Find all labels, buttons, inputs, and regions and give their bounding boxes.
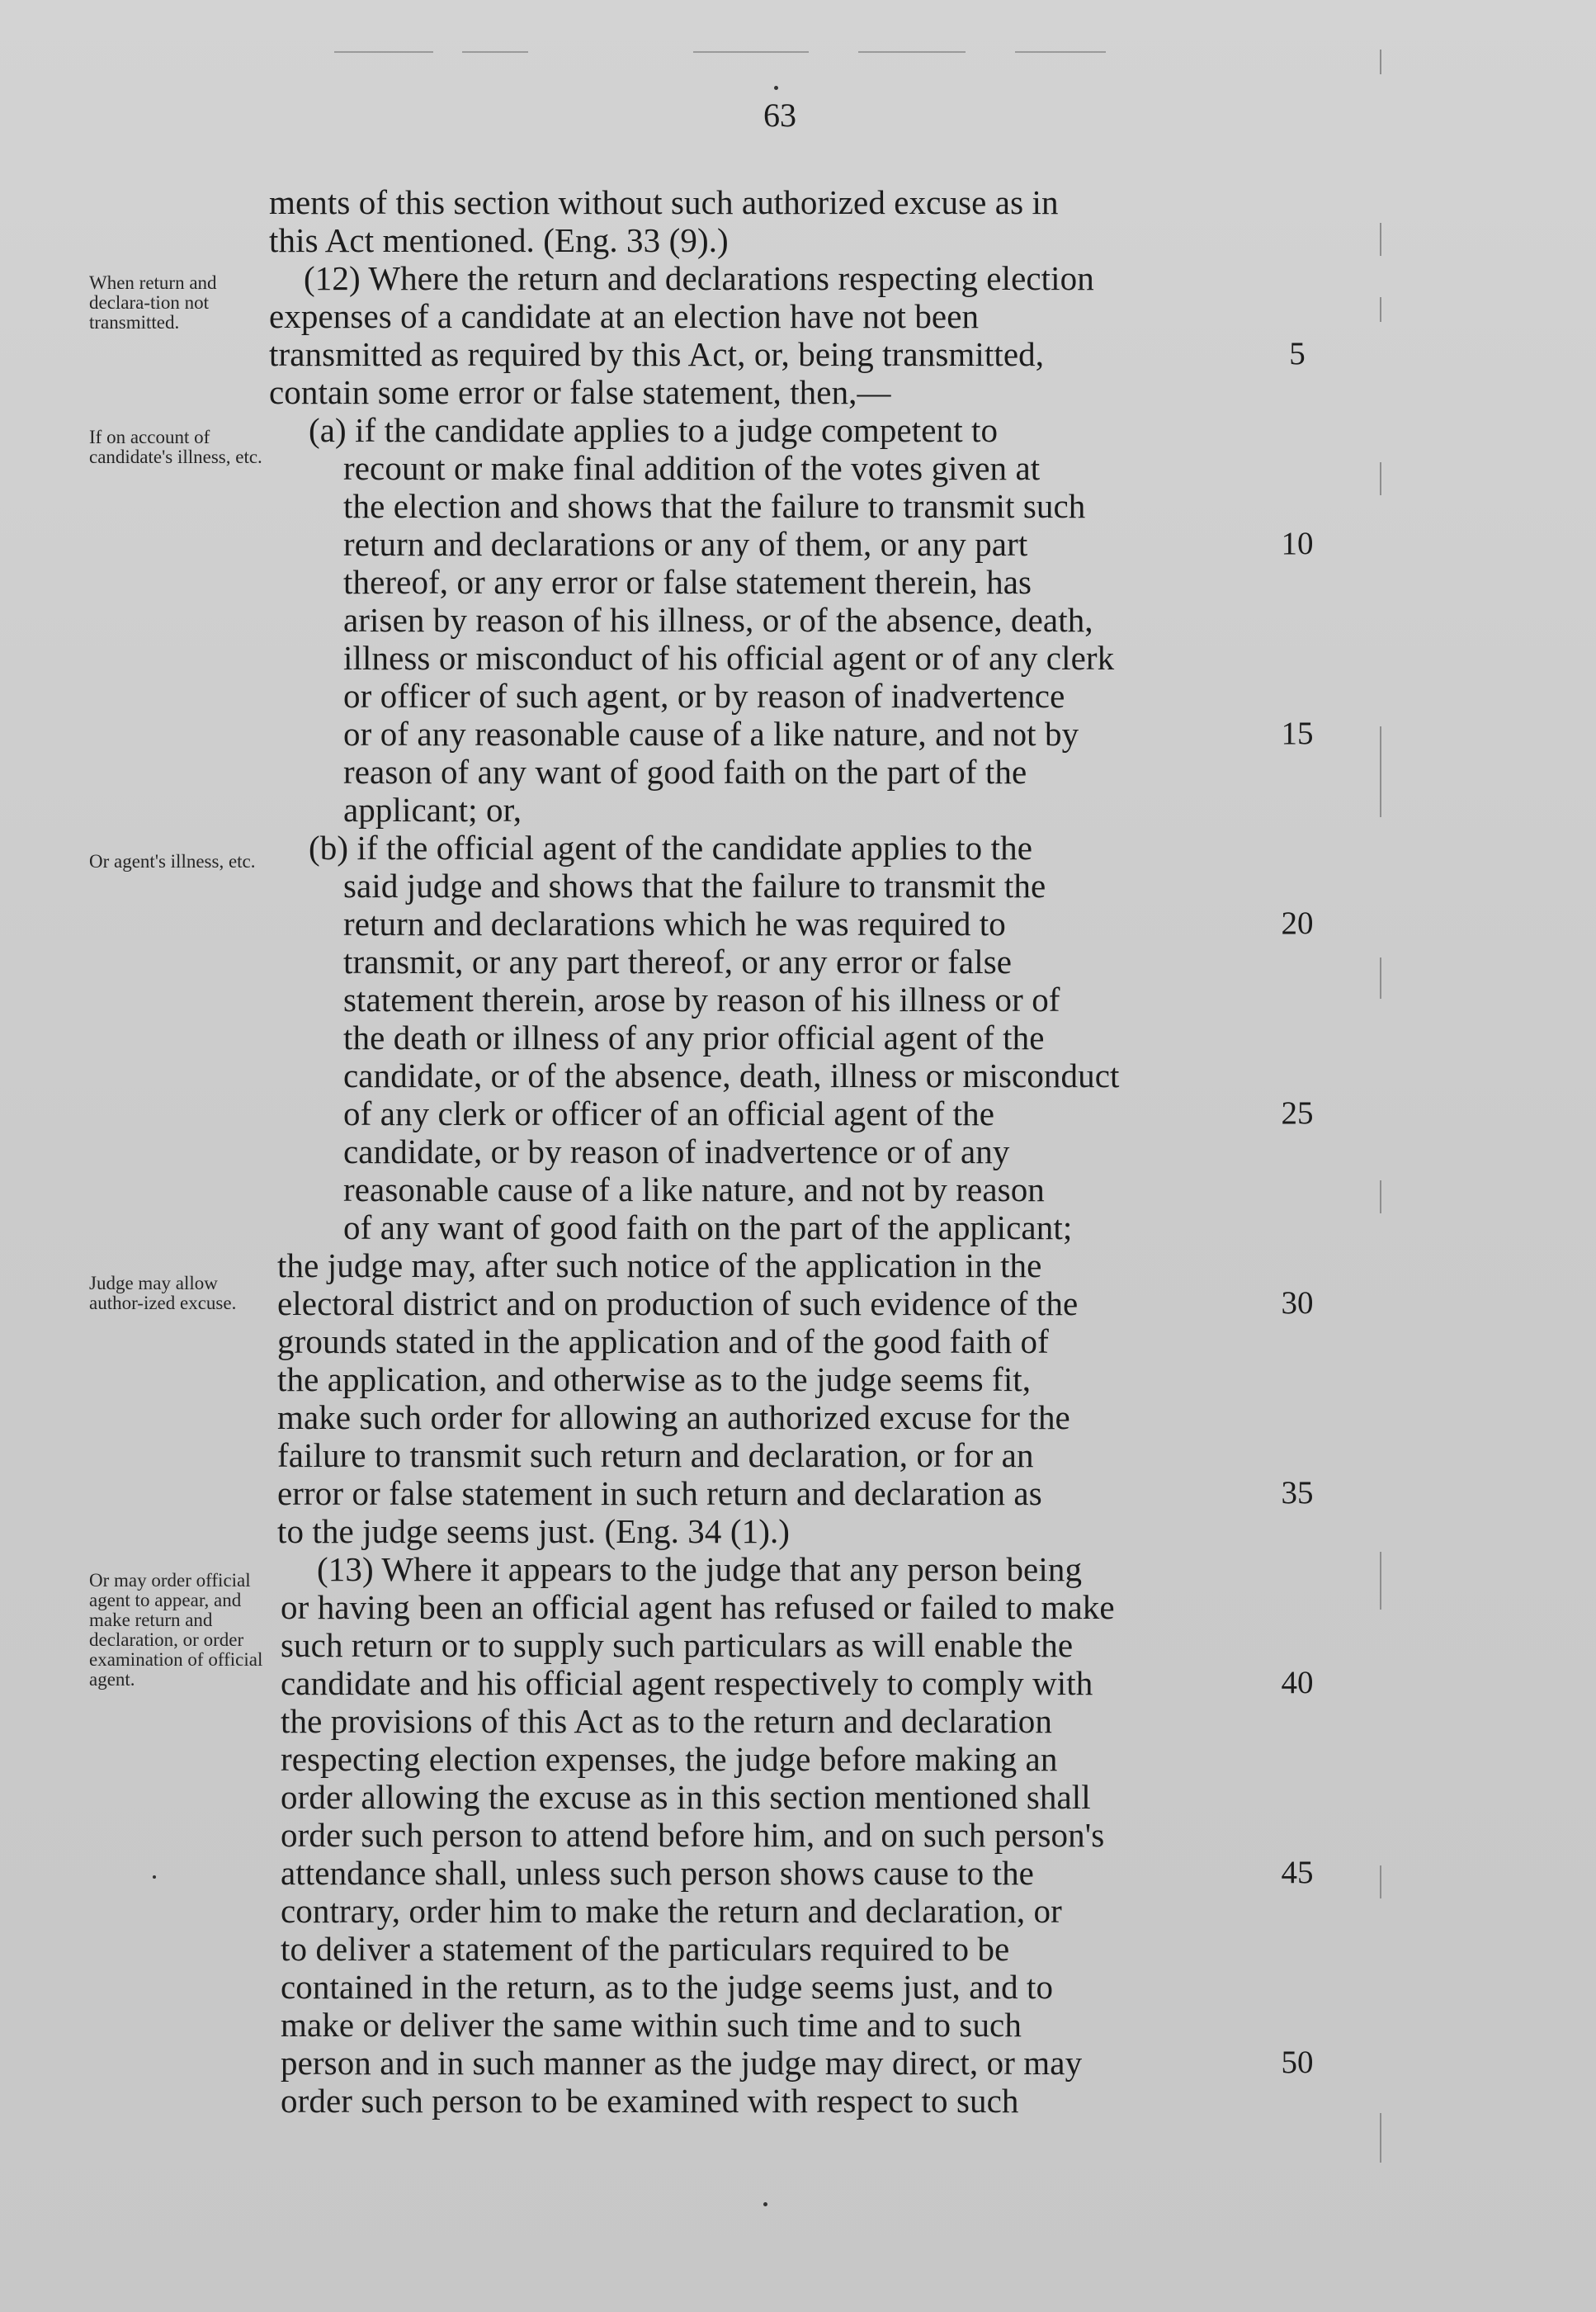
text-line: (b) if the official agent of the candidate applies to the xyxy=(309,829,1032,867)
ink-speck xyxy=(763,2202,767,2206)
text-line: applicant; or, xyxy=(343,791,522,829)
top-edge-mark xyxy=(334,51,433,53)
text-line: order such person to attend before him, and on such person's xyxy=(281,1816,1105,1854)
bleed-through-mark xyxy=(1380,1180,1381,1213)
text-line: or having been an official agent has refused or failed to make xyxy=(281,1588,1115,1626)
text-line: the judge may, after such notice of the application in the xyxy=(277,1246,1042,1284)
top-edge-mark xyxy=(693,51,809,53)
line-number: 5 xyxy=(1289,336,1306,371)
text-line: return and declarations or any of them, or any part xyxy=(343,525,1028,563)
text-line: the death or illness of any prior official agent of the xyxy=(343,1019,1045,1057)
text-line: illness or misconduct of his official agent or of any clerk xyxy=(343,639,1115,677)
text-line: error or false statement in such return and declaration as xyxy=(277,1474,1042,1512)
line-number: 10 xyxy=(1281,526,1314,561)
line-number: 20 xyxy=(1281,905,1314,941)
text-line: respecting election expenses, the judge before making an xyxy=(281,1740,1058,1778)
line-number: 45 xyxy=(1281,1855,1314,1890)
text-line: order such person to be examined with respect to such xyxy=(281,2082,1019,2120)
text-line: the provisions of this Act as to the return and declaration xyxy=(281,1702,1053,1740)
line-number: 15 xyxy=(1281,716,1314,751)
text-line: attendance shall, unless such person shows cause to the xyxy=(281,1854,1034,1892)
text-line: return and declarations which he was required to xyxy=(343,905,1006,943)
text-line: or officer of such agent, or by reason of inadvertence xyxy=(343,677,1065,715)
line-number: 40 xyxy=(1281,1665,1314,1700)
ink-speck xyxy=(774,86,778,90)
bleed-through-mark xyxy=(1380,297,1381,322)
text-line: thereof, or any error or false statement therein, has xyxy=(343,563,1032,601)
bleed-through-mark xyxy=(1380,462,1381,495)
bleed-through-mark xyxy=(1380,2113,1381,2163)
text-line: order allowing the excuse as in this section mentioned shall xyxy=(281,1778,1091,1816)
text-line: candidate, or of the absence, death, illness or misconduct xyxy=(343,1057,1120,1095)
margin-note-order-official-agent: Or may order official agent to appear, and make return and declaration, or order examination of official agent. xyxy=(89,1570,263,1690)
text-line: of any clerk or officer of an official agent of the xyxy=(343,1095,995,1132)
bleed-through-mark xyxy=(1380,957,1381,999)
text-line: contained in the return, as to the judge seems just, and to xyxy=(281,1968,1054,2006)
line-number: 50 xyxy=(1281,2045,1314,2080)
page-number: 63 xyxy=(763,97,796,134)
top-edge-mark xyxy=(1015,51,1106,53)
text-line: the application, and otherwise as to the judge seems fit, xyxy=(277,1360,1032,1398)
margin-note-agent-illness: Or agent's illness, etc. xyxy=(89,851,256,872)
text-line: candidate and his official agent respectively to comply with xyxy=(281,1664,1093,1702)
text-line: person and in such manner as the judge may direct, or may xyxy=(281,2044,1083,2082)
margin-note-return-not-transmitted: When return and declara-tion not transmitted. xyxy=(89,272,217,333)
text-line: transmit, or any part thereof, or any error or false xyxy=(343,943,1013,981)
text-line: such return or to supply such particulars as will enable the xyxy=(281,1626,1074,1664)
top-edge-mark xyxy=(462,51,528,53)
text-line: make or deliver the same within such time and to such xyxy=(281,2006,1022,2044)
top-edge-mark xyxy=(858,51,966,53)
line-number: 25 xyxy=(1281,1095,1314,1131)
text-line: grounds stated in the application and of the good faith of xyxy=(277,1322,1049,1360)
margin-note-judge-excuse: Judge may allow author-ized excuse. xyxy=(89,1273,237,1313)
text-line: said judge and shows that the failure to transmit the xyxy=(343,867,1046,905)
text-line: failure to transmit such return and declaration, or for an xyxy=(277,1436,1034,1474)
text-line: to deliver a statement of the particulars required to be xyxy=(281,1930,1010,1968)
text-line: transmitted as required by this Act, or, being transmitted, xyxy=(269,335,1045,373)
text-line: arisen by reason of his illness, or of the absence, death, xyxy=(343,601,1093,639)
text-line: (13) Where it appears to the judge that any person being xyxy=(317,1550,1083,1588)
text-line: (12) Where the return and declarations respecting election xyxy=(304,259,1094,297)
text-line: contrary, order him to make the return and declaration, or xyxy=(281,1892,1062,1930)
bleed-through-mark xyxy=(1380,726,1381,817)
margin-note-candidate-illness: If on account of candidate's illness, etc. xyxy=(89,427,262,467)
text-line: make such order for allowing an authorized excuse for the xyxy=(277,1398,1070,1436)
bleed-through-mark xyxy=(1380,1865,1381,1898)
text-line: reason of any want of good faith on the part of the xyxy=(343,753,1027,791)
text-line: recount or make final addition of the votes given at xyxy=(343,449,1041,487)
text-line: electoral district and on production of such evidence of the xyxy=(277,1284,1079,1322)
text-line: expenses of a candidate at an election have not been xyxy=(269,297,980,335)
bleed-through-mark xyxy=(1380,1552,1381,1610)
text-line: contain some error or false statement, then,— xyxy=(269,373,891,411)
bleed-through-mark xyxy=(1380,50,1381,74)
text-line: candidate, or by reason of inadvertence or of any xyxy=(343,1132,1010,1170)
text-line: reasonable cause of a like nature, and not by reason xyxy=(343,1170,1045,1208)
bleed-through-mark xyxy=(1380,223,1381,256)
text-line: to the judge seems just. (Eng. 34 (1).) xyxy=(277,1512,791,1550)
line-number: 35 xyxy=(1281,1475,1314,1511)
text-line: the election and shows that the failure to transmit such xyxy=(343,487,1086,525)
text-line: this Act mentioned. (Eng. 33 (9).) xyxy=(269,221,729,259)
text-line: of any want of good faith on the part of the applicant; xyxy=(343,1208,1073,1246)
text-line: or of any reasonable cause of a like nature, and not by xyxy=(343,715,1079,753)
text-line: (a) if the candidate applies to a judge competent to xyxy=(309,411,999,449)
ink-speck xyxy=(153,1875,156,1879)
text-line: statement therein, arose by reason of his illness or of xyxy=(343,981,1060,1019)
text-line: ments of this section without such authorized excuse as in xyxy=(269,183,1059,221)
line-number: 30 xyxy=(1281,1285,1314,1321)
